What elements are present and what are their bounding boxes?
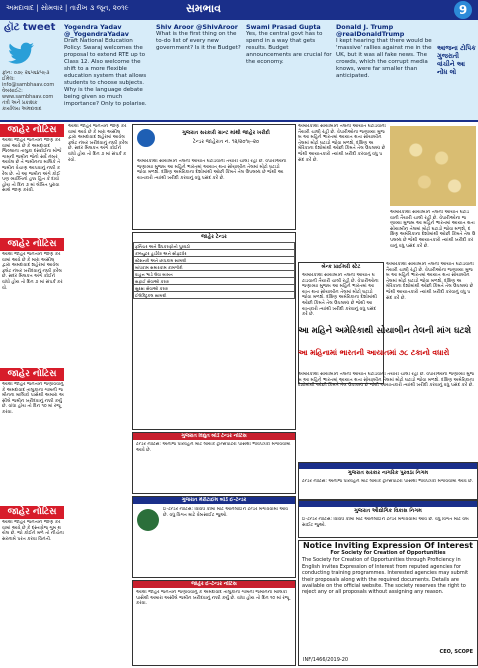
page-header <box>0 0 478 20</box>
tender-table <box>133 242 295 299</box>
gov-ad-body: અમેરિકાથી સોયાબીન તેલની આયાત ઘટાડવાની તૈયારી ચાલી રહી છે. વેપારીઓના જણાવ્યા મુજબ આ મહિને ભારતમાં આયાત થતા સોયાબીન તેલમાં મોટો ઘટાડો જોવા મળશે. દક્ષિણ અમેરિકાના દેશોમાંથી ઓછી કિંમતે તેલ ઉપલબ્ધ છે જેથી આયાતકારો ત્યાંથી ખરીદી કરવાનું વધુ પસંદ કરે છે. <box>137 159 287 181</box>
notice-text: આથી જાહેર જનતાને જાણ કરવામાં આવે છે કે અમદાવાદ જિલ્લાના તાલુકા દસ્ક્રોઈના મોજે ગામની જમીન જેનો સર્વે નંબર આવેલ છે તે જમીનના માલિકે તે જમીન વેચાણ આપવાનું નક્કી કરેલ છે. તો આ જમીન અંગે કોઈ પણ વ્યક્તિનો હક્ક હિત કે દાવો હોય તો દિન ૭ માં લેખિત પુરાવા સાથે જાણ કરવી. <box>2 138 62 194</box>
table-row <box>134 264 295 271</box>
notice-text: આથી જાહેર જનતાને જાણ કરવામાં આવે છે કે દસ્તાવેજ ગુમ થયેલ છે. જો કોઈને મળે તો નીચેના સરનામે પરત કરવા વિનંતી. <box>2 520 64 542</box>
notice-tag: જાહેર નોટિસ <box>0 368 64 381</box>
tweet-side-note: આજના ટોપિક ગુજરાતી વાંચીને આ નોંધ લો <box>437 44 476 76</box>
center-ad-1: ગુજરાત વિદ્યુત બોર્ડ ટેન્ડર નોટિસ ટેન્ડર નોટિસ: અનાજ પરિવહન માટે લાયક ટ્રાન્સપોર્ટરો પાસેથી ભાવપત્રકો મંગાવવામાં આવે છે. <box>132 432 296 494</box>
page-number: 9 <box>454 1 472 19</box>
table-row <box>134 243 295 250</box>
right-ad-1: ગુજરાત સરકાર નાગરિક પુરવઠા નિગમ ટેન્ડર નોટિસ: અનાજ પરિવહન માટે લાયક ટ્રાન્સપોર્ટરો પાસેથી ભાવપત્રકો મંગાવવામાં આવે છે. <box>298 462 478 500</box>
emblem-icon <box>137 129 155 147</box>
gov-ad-title: ગુજરાત સરકારી ગ્રાન્ટ માંથી જાહેર ખરીદી <box>182 130 270 136</box>
center-ad-2: ગુજરાત મેરીટાઈમ બોર્ડ ઈ-ટેન્ડર ઈ-ટેન્ડર નોટિસ: વિવિધ કામો માટે ઓનલાઈન ટેન્ડર મંગાવવામાં આવે છે. વધુ વિગત માટે વેબસાઈટ જુઓ. <box>132 496 296 578</box>
board-logo-icon <box>137 509 159 531</box>
tweet-4: Donald J. Trump @realDonaldTrump I kept hearing that there would be 'massive' rallies against me in the UK, but it was all fake news. The crowds, which the corrupt media knows, were far smaller than anticipated. <box>336 24 432 79</box>
english-notice-signoff: CEO, SCOPE <box>439 648 473 655</box>
soybean-photo <box>390 126 476 206</box>
english-notice-title: Notice Inviting Expression Of Interest <box>302 541 474 550</box>
english-notice-ref: INF/1466/2019-20 <box>303 656 349 663</box>
center-ad-3: જાહેર ઈ-ટેન્ડર નોટિસ આથી જાહેર જનતાને જણાવવાનું કે અમદાવાદ તાલુકાના ગામની જમીનના માલિકો પાસેથી અમારા અસીલે જમીન ખરીદવાનું નક્કી કર્યું છે. વાંધા હોય તો દિન ૧૦ માં રજૂ કરવા. <box>132 580 296 666</box>
tender-table-box <box>132 232 296 430</box>
notice-text: આથી જાહેર જનતાને જાણ કરવામાં આવે છે કે મારા અસીલ દ્વારા અમદાવાદ શહેરમાં આવેલ ફ્લેટ નંબર ખરીદવાનું નક્કી કરેલ છે. સદર મિલકત અંગે કોઈને વાંધો હોય તો દિન ૭ માં સંપર્ક કરવો. <box>2 252 63 291</box>
table-row <box>134 292 295 299</box>
notice-tag: જાહેર નોટિસ <box>0 506 64 519</box>
article-side-text: અમેરિકાથી સોયાબીન તેલની આયાત ઘટાડવાની તૈયારી ચાલી રહી છે. વેપારીઓના જણાવ્યા મુજબ આ મહિને ભારતમાં આયાત થતા સોયાબીન તેલમાં મોટો ઘટાડો જોવા મળશે. દક્ષિણ અમેરિકાના દેશોમાંથી ઓછી કિંમતે તેલ ઉપલબ્ધ છે જેથી આયાતકારો ત્યાંથી ખરીદી કરવાનું વધુ પસંદ કરે છે. <box>390 210 476 249</box>
twitter-bird-icon <box>6 42 36 64</box>
table-row <box>134 250 295 257</box>
table-cell-index: સુરક્ષા સેવાઓ કરાર <box>134 285 295 292</box>
tweet-1: Yogendra Yadav @_YogendraYadav Draft National Education Policy: Swaraj welcomes the proposal to extend RTE up to Class 12. Also welcome the shift to a more flexible education system that allows students to choose subjects. Why is the language debate being given so much importance? Only to polarise. <box>64 24 147 107</box>
header-date: અમદાવાદ | સોમવાર | તારીખ ૩ જૂન, ૨૦૧૯ <box>6 4 129 12</box>
masthead: સમભાવ <box>186 2 222 15</box>
notice-tag: જાહેર નોટિસ <box>0 124 64 137</box>
article-top: અમેરિકાથી સોયાબીન તેલની આયાત ઘટાડવાની તૈયારી ચાલી રહી છે. વેપારીઓના જણાવ્યા મુજબ આ મહિને ભારતમાં આયાત થતા સોયાબીન તેલમાં મોટો ઘટાડો જોવા મળશે. દક્ષિણ અમેરિકાના દેશોમાંથી ઓછી કિંમતે તેલ ઉપલબ્ધ છે જેથી આયાતકારો ત્યાંથી ખરીદી કરવાનું વધુ પસંદ કરે છે. <box>298 124 386 260</box>
table-cell-index: સ્ટેશનરી અને છાપકામ સામગ્રી <box>134 257 295 264</box>
article-subheadline: આ મહિનામાં ભારતની આયાતમાં ૭૮ ટકાનો વધારો <box>298 348 450 357</box>
table-cell-index: બાંધકામ સમારકામ કામગીરી <box>134 264 295 271</box>
column-text: આથી જાહેર જનતાને જાણ કરવામાં આવે છે કે મારા અસીલ દ્વારા અમદાવાદ શહેરમાં આવેલ ફ્લેટ નંબર ખરીદવાનું નક્કી કરેલ છે. સદર મિલકત અંગે કોઈને વાંધો હોય તો દિન ૭ માં સંપર્ક કરવો. <box>68 124 128 163</box>
right-ad-2: ગુજરાત ઔદ્યોગિક વિકાસ નિગમ ઈ-ટેન્ડર નોટિસ: વિવિધ કામો માટે ઓનલાઈન ટેન્ડર મંગાવવામાં આવે છે. વધુ વિગત માટે વેબસાઈટ જુઓ. <box>298 500 478 538</box>
notice-tag: જાહેર નોટિસ <box>0 238 64 251</box>
article-body: અમેરિકાથી સોયાબીન તેલની આયાત ઘટાડવાની તૈયારી ચાલી રહી છે. વેપારીઓના જણાવ્યા મુજબ આ મહિને ભારતમાં આયાત થતા સોયાબીન તેલમાં મોટો ઘટાડો જોવા મળશે. દક્ષિણ અમેરિકાના દેશોમાંથી ઓછી કિંમતે તેલ ઉપલબ્ધ છે જેથી આયાતકારો ત્યાંથી ખરીદી કરવાનું વધુ પસંદ કરે છે. <box>298 372 474 389</box>
tweet-logo: હૉટ tweet <box>4 22 56 33</box>
article-column: અમેરિકાથી સોયાબીન તેલની આયાત ઘટાડવાની તૈયારી ચાલી રહી છે. વેપારીઓના જણાવ્યા મુજબ આ મહિને ભારતમાં આયાત થતા સોયાબીન તેલમાં મોટો ઘટાડો જોવા મળશે. દક્ષિણ અમેરિકાના દેશોમાંથી ઓછી કિંમતે તેલ ઉપલબ્ધ છે જેથી આયાતકારો ત્યાંથી ખરીદી કરવાનું વધુ પસંદ કરે છે. <box>386 262 474 301</box>
english-notice-text: The Society for Creation of Opportunities through Proficiency in English invites Expression of Interest from reputed agencies for conducting training programmes. Interested agencies may submit their proposals along with the required documents. Details are available on the official website. The society reserves the right to reject any or all proposals without assigning any reason. <box>302 557 469 596</box>
table-cell-index: ફર્નિચર અને ઉપકરણોનો પુરવઠો <box>134 243 295 250</box>
table-cell-index: સફાઈ સેવાઓ કરાર <box>134 278 295 285</box>
notice-text: આથી જાહેર જનતાને જણાવવાનું કે અમદાવાદ તાલુકાના ગામની જમીનના માલિકો પાસેથી અમારા અસીલે જમીન ખરીદવાનું નક્કી કર્યું છે. વાંધા હોય તો દિન ૧૦ માં રજૂ કરવા. <box>2 382 64 415</box>
table-row <box>134 285 295 292</box>
english-notice-subtitle: For Society for Creation of Opportunities <box>330 550 446 556</box>
gov-ad-box <box>132 124 296 230</box>
bank-box-title: બેન્ક પ્રાઈમરી સ્ટેટ <box>321 264 361 270</box>
table-row <box>134 257 295 264</box>
sidebar-contact: ફોન: ૦૭૯ ૨૬૫૬૪૫૯૩ ઈમેલ: info@sambhaav.com વેબસાઈટ: www.sambhaav.com તંત્રી અને પ્રકાશક કાર્યાલય અમદાવાદ <box>2 70 55 112</box>
table-row <box>134 278 295 285</box>
article-headline: આ મહિને અમેરિકાથી સોયાબીન તેલની માંગ ઘટશે <box>298 326 471 336</box>
tweet-2: Shiv Aroor @ShivAroor What is the first thing on the to-do list of every new government? Is it the Budget? <box>156 24 241 51</box>
table-row <box>134 271 295 278</box>
table-cell-index: કમ્પ્યુટર હાર્ડવેર અને સોફ્ટવેર <box>134 250 295 257</box>
gov-ad-subtitle: ટેન્ડર જાહેરાત નં. ૧૨/૨૦૧૯-૨૦ <box>192 139 260 145</box>
table-cell-index: ઈલેક્ટ્રિકલ સામગ્રી <box>134 292 295 299</box>
tweet-section <box>0 20 478 122</box>
bank-box: બેન્ક પ્રાઈમરી સ્ટેટ અમેરિકાથી સોયાબીન તેલની આયાત ઘટાડવાની તૈયારી ચાલી રહી છે. વેપારીઓના જણાવ્યા મુજબ આ મહિને ભારતમાં આયાત થતા સોયાબીન તેલમાં મોટો ઘટાડો જોવા મળશે. દક્ષિણ અમેરિકાના દેશોમાંથી ઓછી કિંમતે તેલ ઉપલબ્ધ છે જેથી આયાતકારો ત્યાંથી ખરીદી કરવાનું વધુ પસંદ કરે છે. <box>298 262 384 384</box>
english-notice <box>298 540 478 666</box>
tweet-3: Swami Prasad Gupta Yes, the central govt has to spend in a way that gets results. Budget announcements are crucial for the economy. <box>246 24 332 65</box>
table-cell-index: વાહન ભાડે લેવા બાબત <box>134 271 295 278</box>
tender-table-title: જાહેર ટેન્ડર <box>201 234 227 240</box>
